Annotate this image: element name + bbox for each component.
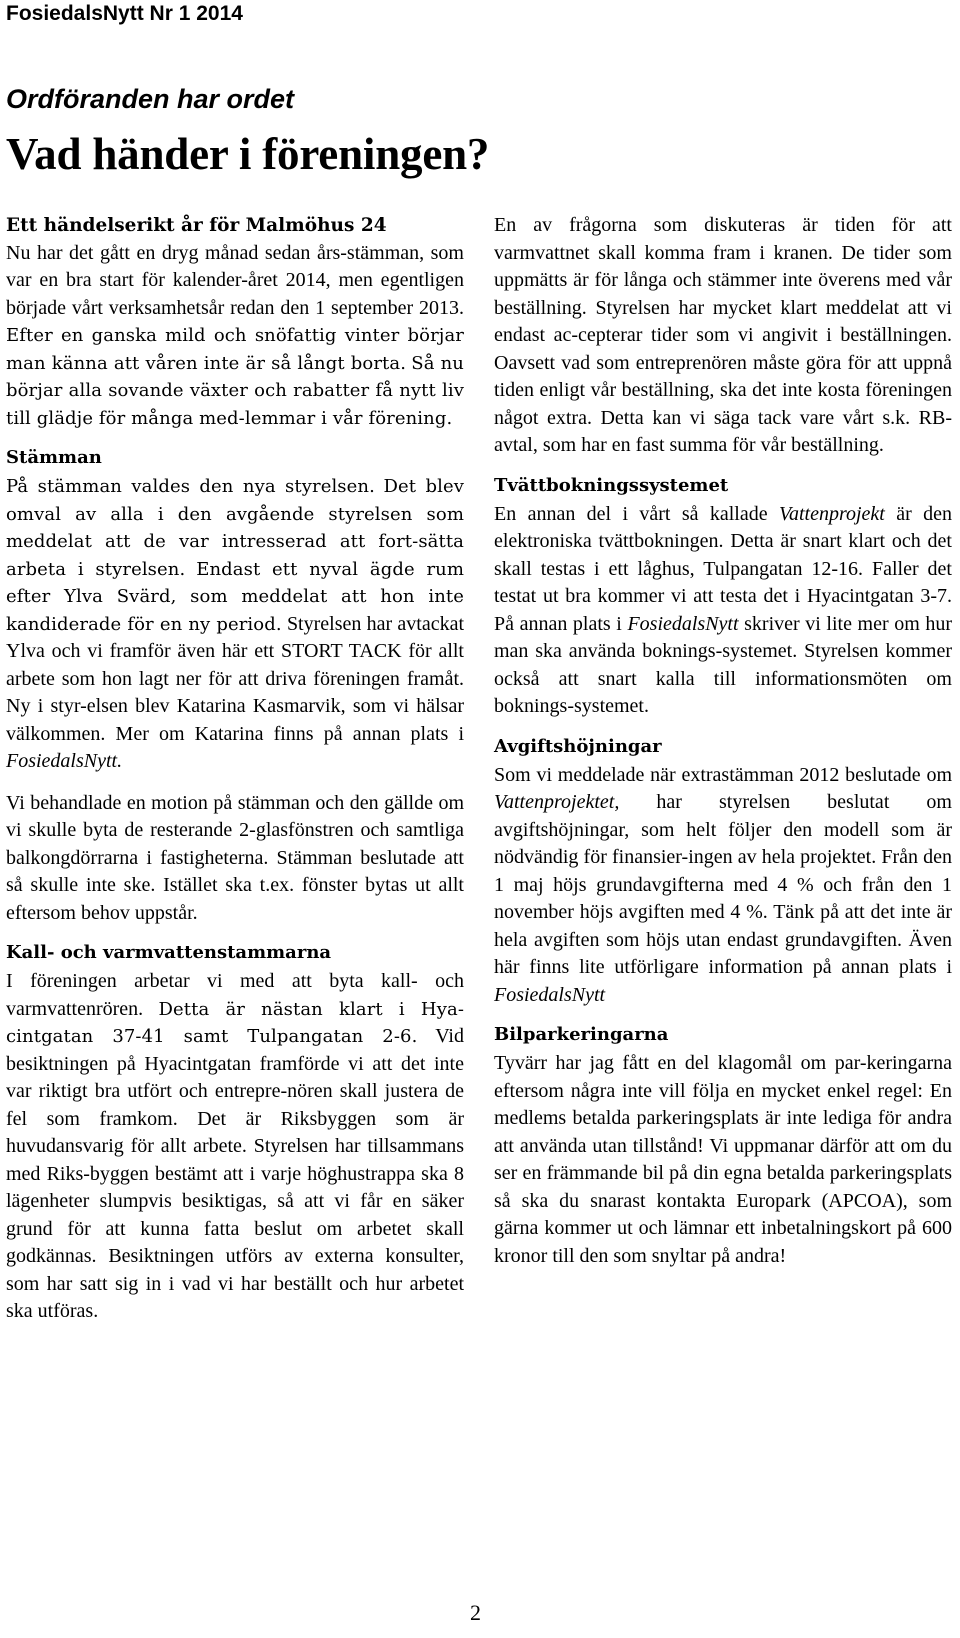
stammarna-paragraph: [6, 968, 464, 1326]
avgift-publication-name: FosiedalsNytt: [494, 983, 606, 1006]
stamman-sentence-2: Det blev omval av alla i den avgående styrelsen som meddelat att de var intresserad att fort-sätta arbeta i styrelsen.: [6, 476, 465, 580]
intro-paragraph-2: Efter en ganska mild och snöfattig vinter börjar man känna att våren inte är så långt borta.: [6, 325, 464, 374]
publication-header: FosiedalsNytt Nr 1 2014: [6, 2, 243, 25]
bil-paragraph: Tyvärr har jag fått en del klagomål om par-keringarna eftersom några inte vill följa en mycket enkel regel: En medlems betalda parkeringsplats är inte lediga för andra att använda utan tillstånd! Vi uppmanar därför att om du ser en främmande bil på din egna betalda parkeringsplats så ska du snarast kontakta Europark (APCOA), som gärna kommer ut och lämnar ett inbetalningskort på 600 kronor till den som snyltar på andra!: [494, 1052, 952, 1267]
intro-paragraph-3: Så nu börjar alla sovande växter och rabatter få nytt liv till glädje för många med-lemmar i vår förening.: [6, 352, 465, 429]
section-heading-avgift: Avgiftshöjningar: [494, 735, 662, 757]
section-heading-stamman: Stämman: [6, 447, 102, 468]
intro-block: [6, 212, 464, 432]
tvatt-text-c: skriver vi lite mer om hur man ska använda boknings-systemet. Styrelsen kommer också att snart kalla till informationsmöten om boknings-systemet.: [494, 612, 953, 717]
tvatt-text-a: En annan del i vårt så kallade: [494, 502, 768, 525]
intro-heading: Ett händelserikt år för Malmöhus 24: [6, 215, 387, 236]
stamman-paragraph: [6, 473, 464, 776]
stammarna-sentence-1: I föreningen arbetar vi med att byta kall- och varmvattenrören.: [6, 970, 464, 1020]
tvatt-paragraph: [494, 501, 952, 721]
intro-paragraph-1: Nu har det gått en dryg månad sedan års-stämman, som var en bra start för kalender-året 2014, men egentligen började vårt verksamhetsår redan den 1 september 2013.: [6, 241, 464, 319]
section-heading-bil: Bilparkeringarna: [494, 1024, 669, 1045]
avgift-paragraph: [494, 762, 952, 1010]
varmvatten-paragraph: En av frågorna som diskuteras är tiden för att varmvattnet skall komma fram i kranen. De tider som uppmätts är för långa och stämmer inte överens med vår beställning. Styrelsen har mycket klart meddelat att vi endast ac-cepterar tider som vi angivit i beställningen. Oavsett vad som entreprenören måste göra för att uppnå tiden enligt vår beställning, ska det inte kosta föreningen något extra. Detta kan vi säga tack vare vårt s.k. RB-avtal, som har en fast summa för vår beställning.: [494, 214, 952, 456]
stamman-sentence-1: På stämman valdes den nya styrelsen.: [6, 476, 375, 497]
section-heading-stammarna: Kall- och varmvattenstammarna: [6, 942, 332, 963]
avgift-text-b: har styrelsen beslutat om avgiftshöjningar, som helt följer den modell som är nödvändig för finansier-ingen av hela projektet. Från den 1 maj höjs grundavgifterna med 4 % och från den 1 november höjs avgiften med 4 %. Tänk på att det inte är hela avgiften som höjs utan endast grundavgiften. Även här finns lite utförligare information på annan plats i: [494, 791, 952, 978]
stammarna-sentence-2: Detta är nästan klart i Hya-cintgatan 37-41 samt Tulpangatan 2-6.: [6, 998, 464, 1047]
left-column: [6, 212, 464, 1326]
article-kicker: Ordföranden har ordet: [6, 84, 295, 114]
stamman-publication-name: FosiedalsNytt.: [6, 750, 123, 772]
stamman-sentence-4: Styrelsen har avtackat Ylva och vi framför även här ett STORT TACK för allt arbete som hon lagt ner för att driva föreningen framåt. Ny i styr-elsen blev Katarina Kasmarvik, som vi hälsar välkommen. Mer om Katarina finns på annan plats i: [6, 612, 465, 745]
section-heading-tvatt: Tvättbokningssystemet: [494, 474, 729, 496]
stamman-sentence-3: Endast ett nyval ägde rum efter Ylva Svärd, som meddelat att hon inte kandiderade för en ny period.: [6, 558, 465, 635]
avgift-project-name: Vattenprojektet,: [494, 791, 620, 813]
stammarna-sentence-3: Vid besiktningen på Hyacintgatan framförde vi att det inte var riktigt bra utfört och entrepre-nören skall justera de fel som framkom. Det är Riksbyggen som är huvudansvarig för allt arbete. Styrelsen har tillsammans med Riks-byggen bestämt att i varje höghustrappa ska 8 lägenheter slumpvis besiktigas, så att vi får en säker grund för att kunna fatta beslut om arbetet skall godkännas. Besiktningen utförs av externa konsulter, som har satt sig in i vad vi har beställt och hur arbetet ska utföras.: [6, 1025, 464, 1322]
tvatt-project-name: Vattenprojekt: [778, 502, 885, 525]
right-column: [494, 212, 952, 1270]
article-title: Vad händer i föreningen?: [6, 129, 490, 179]
avgift-text-a: Som vi meddelade när extrastämman 2012 beslutade om: [494, 763, 952, 786]
tvatt-publication-name: FosiedalsNytt: [627, 612, 739, 635]
motion-paragraph: Vi behandlade en motion på stämman och den gällde om vi skulle byta de resterande 2-glasfönstren och samtliga balkongdörrarna i fastigheterna. Stämman beslutade att så skulle inte ske. Istället ska t.ex. fönster bytas ut allt eftersom behov uppstår.: [6, 791, 464, 924]
tvatt-text-b: är den elektroniska tvättbokningen. Detta är snart klart och det skall testas i ett låghus, Tulpangatan 12-16. Faller det testat ut bra kommer vi att testa det i Hyacintgatan 3-7. På annan plats i: [494, 502, 953, 635]
page-number: 2: [470, 1600, 481, 1625]
